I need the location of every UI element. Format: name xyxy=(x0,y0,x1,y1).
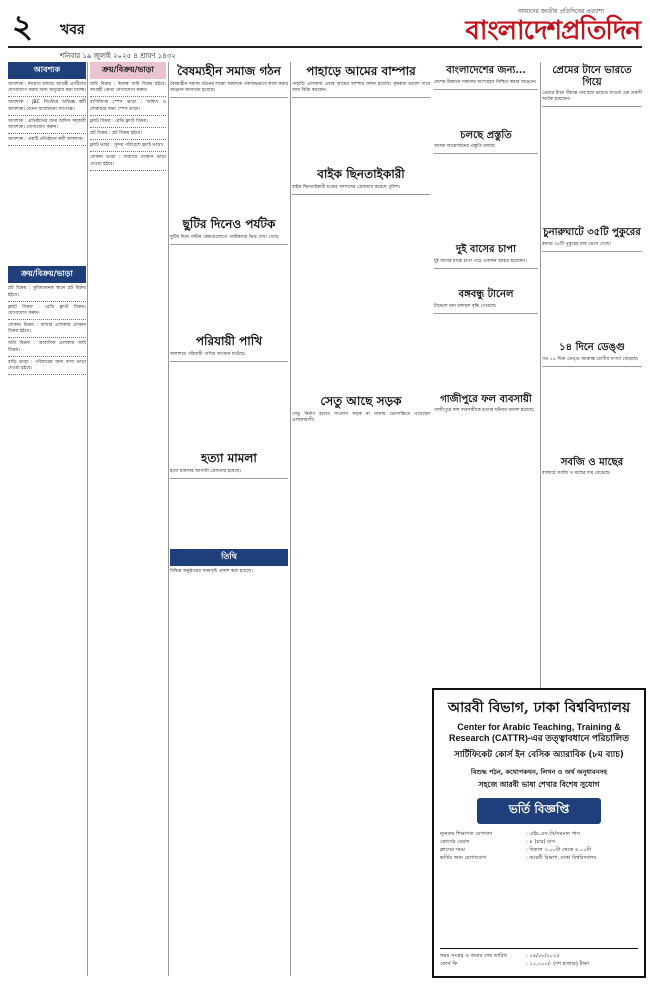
classified-ad: ফ্ল্যাট ভাড়া : সুন্দর পরিবেশে ফ্ল্যাট ভাড়া। xyxy=(90,143,166,152)
article-headline: চুনারুঘাটে ৩৫টি পুকুরের xyxy=(543,227,641,239)
article-body: বাইক ছিনতাইকারী চক্রের সদস্যদের গ্রেফতার করেছে পুলিশ। xyxy=(292,184,401,190)
admission-notice-badge: ভর্তি বিজ্ঞপ্তি xyxy=(477,798,601,824)
admission-advertisement xyxy=(432,688,646,978)
classified-ad: প্লট বিক্রয় : সুবিধাজনক স্থানে প্লট বিক্রয় হইবে। xyxy=(8,286,86,301)
article-headline: চলছে প্রস্তুতি xyxy=(460,129,512,141)
dateline xyxy=(8,46,642,62)
advert-detail-row: কোর্সের মেয়াদ : ৪ (চার) মাস xyxy=(440,838,556,845)
column-divider xyxy=(168,62,169,976)
article-headline: সবজি ও মাছের xyxy=(560,456,624,468)
article-body: দুই বাসের মাঝে চাপা পড়ে একজন আহত হয়েছেন। xyxy=(434,258,527,264)
divider xyxy=(542,366,642,367)
advert-detail-row: ন্যূনতম শিক্ষাগত যোগ্যতা : এইচ.এস.সি/সমমান পাস xyxy=(440,830,581,837)
section-header: আবশ্যক xyxy=(8,62,86,79)
section-header: ক্রয়/বিক্রয়/ভাড়া xyxy=(90,62,166,79)
divider xyxy=(170,244,288,245)
classified-column-1 xyxy=(8,62,86,976)
divider xyxy=(434,268,538,269)
classified-ad: জমি বিক্রয় : নিজস্ব জমি বিক্রয় হইবে। আগ্রহী ক্রেতা যোগাযোগ করুন। xyxy=(90,82,166,97)
article-headline: বাংলাদেশের জন্য... xyxy=(446,65,526,76)
section-title: খবর xyxy=(60,22,85,38)
classified-column-2 xyxy=(90,62,166,976)
article-headline: বাইক ছিনতাইকারী xyxy=(317,167,405,182)
article-body: টানেলে যান চলাচল বৃদ্ধি পেয়েছে। xyxy=(434,303,497,309)
advert-subtitle: Center for Arabic Teaching, Training & Research (CATTR)-এর তত্ত্বাবধানে পরিচালিত xyxy=(449,722,629,743)
classified-ad: আবশ্যক : প্রতিষ্ঠানের জন্য অফিস সহকারী আবশ্যক। যোগাযোগ করুন। xyxy=(8,119,86,134)
classified-ad: দোকান ভাড়া : বাজারে দোকান ভাড়া দেওয়া হইবে। xyxy=(90,155,166,170)
divider xyxy=(434,153,538,154)
article-body: বাজারে সবজি ও মাছের দাম বেড়েছে। xyxy=(542,471,611,477)
section-header: ক্রয়/বিক্রয়/ভাড়া xyxy=(8,266,86,283)
article-body: হত্যা মামলার আসামি গ্রেফতার হয়েছে। xyxy=(170,468,241,474)
article-body: আসন্ন আয়োজনের প্রস্তুতি চলছে। xyxy=(434,144,496,150)
article-body: বন্যায় ৩৫টি পুকুরের মাছ ভেসে গেছে। xyxy=(542,241,611,247)
divider xyxy=(434,313,538,314)
news-column-3 xyxy=(170,62,288,976)
article-headline: বৈষম্যহীন সমাজ গঠন xyxy=(177,64,281,78)
masthead xyxy=(8,6,642,48)
classified-ad: দোকান বিক্রয় : বাজার এলাকায় দোকান বিক্রয় হইবে। xyxy=(8,323,86,338)
logo-tagline: আমাদের জাতীয় প্রতিদিনের প্রত্যাশা xyxy=(517,8,604,15)
column-divider xyxy=(87,62,88,976)
advert-details xyxy=(440,830,638,862)
article-body: পাহাড়ি এলাকায় এবার আমের বাম্পার ফলন হয়েছে। কৃষকরা ভালো দামে আম বিক্রি করছেন। xyxy=(292,81,430,93)
article-body: গত ১৪ দিনে ডেঙ্গু আক্রান্ত রোগীর সংখ্যা বেড়েছে। xyxy=(542,356,639,362)
classified-ad: জমি বিক্রয় : আবাসিক এলাকায় জমি বিক্রয়। xyxy=(8,341,86,356)
divider xyxy=(434,89,538,90)
advert-detail-row: ফরম সংগ্রহ ও জমার শেষ তারিখ : ০৪/০৮/২০২৫ xyxy=(440,952,560,959)
classified-ad: আবশ্যক : JBC সিস্টেমে অভিজ্ঞ কর্মী আবশ্যক। বেতন আলোচনা সাপেক্ষে। xyxy=(8,100,86,115)
advert-footer xyxy=(440,948,638,968)
classified-ad: ফ্ল্যাট বিক্রয় : রেডি ফ্ল্যাট বিক্রয়। যোগাযোগ করুন। xyxy=(8,305,86,320)
divider xyxy=(170,478,288,479)
article-headline: ১৪ দিনে ডেঙ্গু xyxy=(559,342,625,354)
article-headline: গাজীপুরে ফল ব্যবসায়ী xyxy=(440,393,532,405)
article-headline: পরিযায়ী পাখি xyxy=(195,334,263,349)
article-headline: বঙ্গবন্ধু টানেল xyxy=(458,289,514,301)
article-headline: হত্যা মামলা xyxy=(201,451,257,466)
advert-feature-line: সহজে আরবী ভাষা শেখার বিশেষ সুযোগ xyxy=(478,779,600,789)
article-body: গাজীপুরে ফল ব্যবসায়ীকে হত্যার ঘটনায় মামলা হয়েছে। xyxy=(434,408,535,414)
column-divider xyxy=(290,62,291,976)
article-body: দেশের উন্নয়নে সকলের অংশগ্রহণ নিশ্চিত করার আহ্বান। xyxy=(434,79,537,85)
article-headline: পাহাড়ে আমের বাম্পার xyxy=(306,64,416,78)
newspaper-logo: বাংলাদেশপ্রতিদিন xyxy=(465,16,640,46)
divider xyxy=(292,97,430,98)
classified-ad: প্লট বিক্রয় : প্লট বিক্রয় হইবে। xyxy=(90,131,166,140)
divider xyxy=(170,361,288,362)
classified-ad: আবশ্যক : নিয়োগ চলছে। আগ্রহী প্রার্থীদের যোগাযোগ করার জন্য অনুরোধ করা যাচ্ছে। xyxy=(8,82,86,97)
advert-detail-row: ক্লাসের সময় : বিকাল ৩.০০টা থেকে ৫.০০টা xyxy=(440,846,592,853)
classified-ad: বাণিজ্যিক স্পেস ভাড়া : অফিস ও শোরুমের জন্য স্পেস ভাড়া। xyxy=(90,100,166,115)
advert-course-name: সার্টিফিকেট কোর্স ইন বেসিক অ্যারাবিক (৮ম ব্যাচ) xyxy=(454,749,624,760)
article-headline: দুই বাসের চাপা xyxy=(456,244,516,256)
classified-ad: ফ্ল্যাট বিক্রয় : রেডি ফ্ল্যাট বিক্রয়। xyxy=(90,119,166,128)
advert-detail-row: কোর্স ফি : ১০,০০০/- (দশ হাজার) টাকা xyxy=(440,960,590,967)
article-body: জলাশয়ে পরিযায়ী পাখির আগমন ঘটেছে। xyxy=(170,351,246,357)
article-body: ছুটির দিনে পর্যটন কেন্দ্রগুলোতে পর্যটকদের ভিড় দেখা গেছে। xyxy=(170,234,280,240)
article-headline: প্রেমের টানে ভারতে গিয়ে xyxy=(552,65,632,88)
divider xyxy=(292,194,430,195)
advert-detail-row: ভর্তির জন্য যোগাযোগ : আরবী বিভাগ, ঢাকা বিশ্ববিদ্যালয় xyxy=(440,854,597,861)
article-body: সেতু নির্মাণ হলেও সংযোগ সড়ক না থাকায় ভোগান্তিতে পড়েছেন এলাকাবাসী। xyxy=(292,411,430,424)
article-headline: ছুটির দিনেও পর্যটক xyxy=(182,217,276,232)
advert-title: আরবী বিভাগ, ঢাকা বিশ্ববিদ্যালয় xyxy=(447,700,631,716)
divider xyxy=(542,106,642,107)
divider xyxy=(542,251,642,252)
section-header: তিথি xyxy=(170,549,288,566)
article-headline: সেতু আছে সড়ক xyxy=(320,394,402,409)
classified-ad: আবশ্যক : একটি প্রতিষ্ঠানে কর্মী আবশ্যক। xyxy=(8,137,86,146)
page-number: ২ xyxy=(12,7,33,45)
divider xyxy=(170,97,288,98)
article-body: প্রেমের টানে সীমান্ত পার হয়ে ভারতে যাওয়া এক তরুণী আটক হয়েছেন। xyxy=(542,91,642,103)
article-body: বৈষম্যহীন সমাজ গঠনের লক্ষ্যে সকলকে ঐক্যবদ্ধভাবে কাজ করার আহ্বান জানানো হয়েছে। xyxy=(170,81,288,93)
classified-ad: বাড়ি ভাড়া : পরিবারের জন্য বাসা ভাড়া দেওয়া হইবে। xyxy=(8,360,86,375)
issue-date: শনিবার ১৯ জুলাই ২০২৫ ৪ শ্রাবণ ১৪৩২ xyxy=(60,52,176,60)
advert-feature-line: বিশুদ্ধ পঠন, কথোপকথন, লিখন ও অর্থ অনুধাবনসহ xyxy=(470,767,608,776)
article-body: বিভিন্ন অনুষ্ঠানের সময়সূচি প্রকাশ করা হয়েছে। xyxy=(170,569,253,575)
